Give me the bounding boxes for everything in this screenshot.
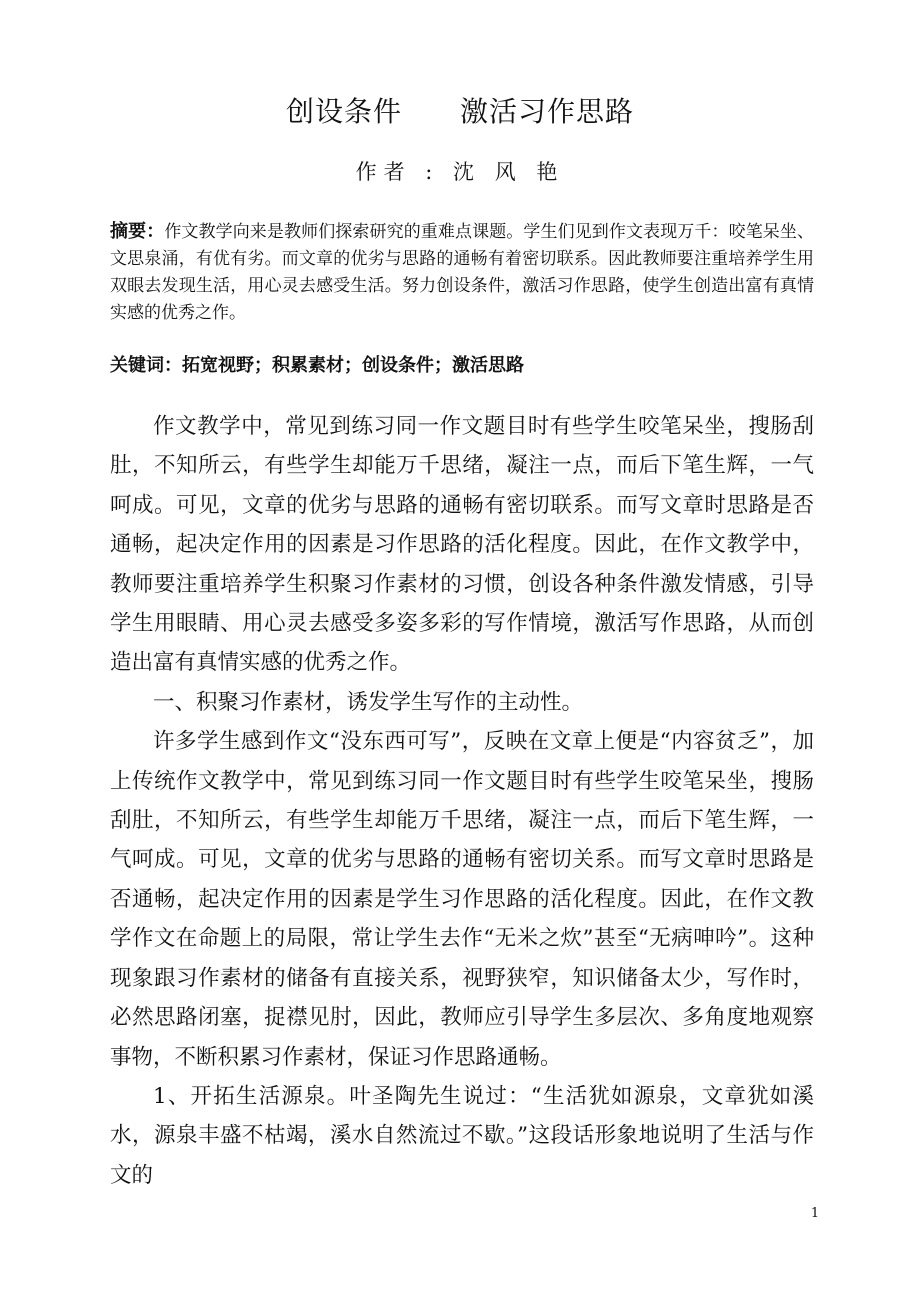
abstract-text: 作文教学向来是教师们探索研究的重难点课题。学生们见到作文表现万千：咬笔呆坐、文思泉涌，有优有劣。而文章的优劣与思路的通畅有着密切联系。因此教师要注重培养学生用双眼去发现生活，用心灵去感受生活。努力创设条件，激活习作思路，使学生创造出富有真情实感的优秀之作。	[110, 222, 815, 323]
abstract	[110, 218, 814, 327]
body-text	[110, 407, 814, 1195]
author-line: 作者 : 沈 风 艳	[355, 160, 565, 184]
section-heading: 一、积聚习作素材，诱发学生写作的主动性。	[153, 689, 584, 715]
paragraph: 1、开拓生活源泉。叶圣陶先生说过：“生活犹如源泉，文章犹如溪水，源泉丰盛不枯竭，溪水自然流过不歇。”这段话形象地说明了生活与作文的	[110, 1083, 814, 1188]
abstract-label: 摘要：	[110, 221, 165, 242]
document-title: 创设条件 激活习作思路	[285, 95, 634, 128]
paragraph: 许多学生感到作文“没东西可写”，反映在文章上便是“内容贫乏”，加上传统作文教学中，常见到练习同一作文题目时有些学生咬笔呆坐，搜肠刮肚，不知所云，有些学生却能万千思绪，凝注一点，而后下笔生辉，一气呵成。可见，文章的优劣与思路的通畅有密切关系。而写文章时思路是否通畅，起决定作用的因素是学生习作思路的活化程度。因此，在作文教学作文在命题上的局限，常让学生去作“无米之炊”甚至“无病呻吟”。这种现象跟习作素材的储备有直接关系，视野狭窄，知识储备太少，写作时，必然思路闭塞，捉襟见肘，因此，教师应引导学生多层次、多角度地观察事物，不断积累习作素材，保证习作思路通畅。	[110, 729, 814, 1070]
paragraph: 作文教学中，常见到练习同一作文题目时有些学生咬笔呆坐，搜肠刮肚，不知所云，有些学生却能万千思绪，凝注一点，而后下笔生辉，一气呵成。可见，文章的优劣与思路的通畅有密切联系。而写文章时思路是否通畅，起决定作用的因素是习作思路的活化程度。因此，在作文教学中，教师要注重培养学生积聚习作素材的习惯，创设各种条件激发情感，引导学生用眼睛、用心灵去感受多姿多彩的写作情境，激活写作思路，从而创造出富有真情实感的优秀之作。	[110, 414, 814, 676]
page-number: 1	[810, 1206, 820, 1221]
keywords: 关键词：拓宽视野；积累素材；创设条件；激活思路	[110, 355, 524, 376]
